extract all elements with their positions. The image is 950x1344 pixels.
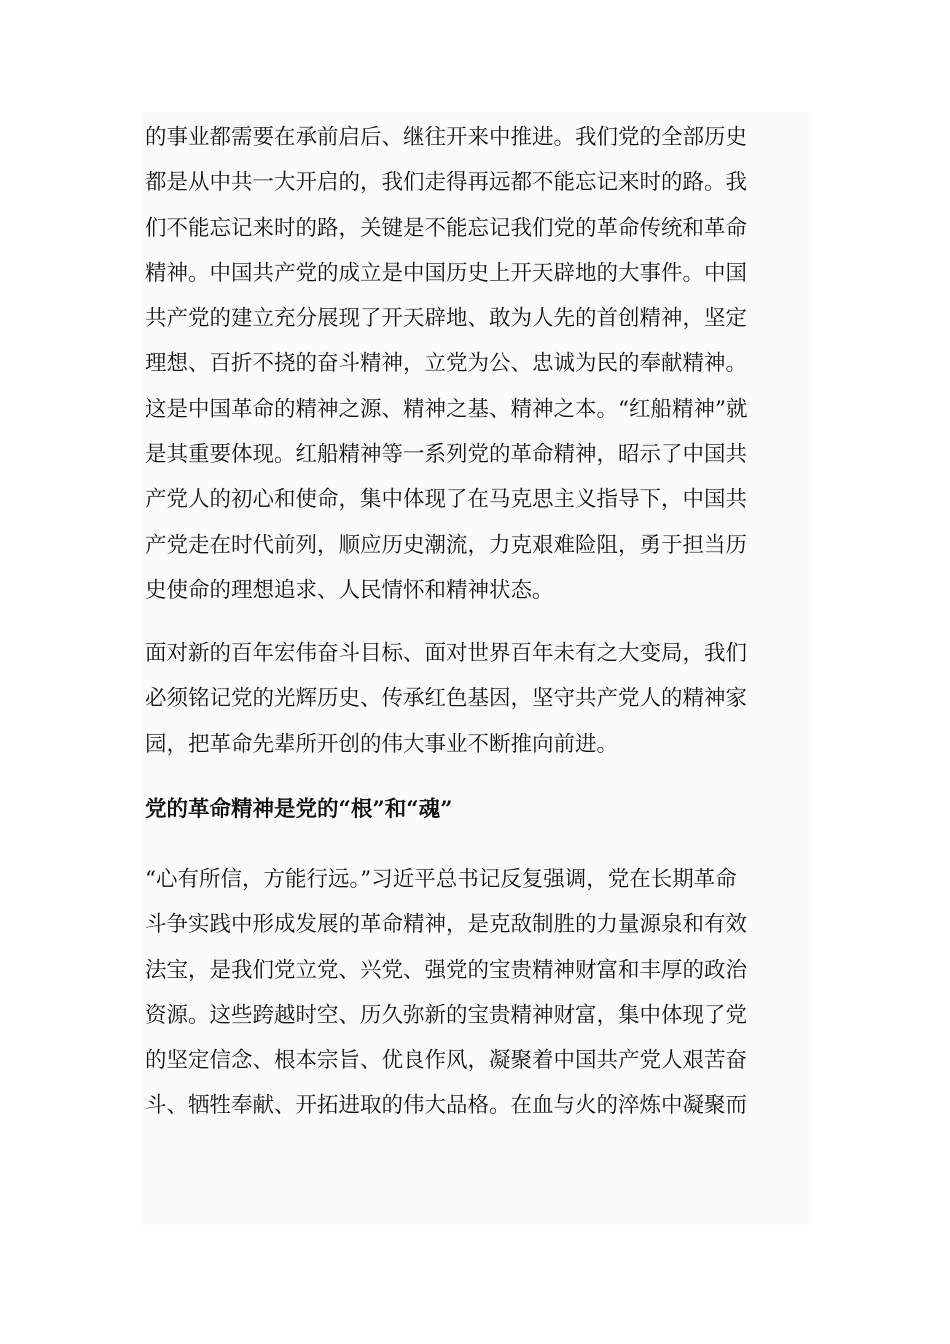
text-line: 精神。中国共产党的成立是中国历史上开天辟地的大事件。中国 bbox=[145, 260, 748, 286]
article-body bbox=[141, 112, 809, 1226]
text-line: 产党走在时代前列，顺应历史潮流，力克艰难险阻，勇于担当历 bbox=[145, 532, 748, 558]
text-line: 法宝，是我们党立党、兴党、强党的宝贵精神财富和丰厚的政治 bbox=[145, 957, 748, 983]
text-line: 共产党的建立充分展现了开天辟地、敢为人先的首创精神，坚定 bbox=[145, 306, 748, 332]
paragraph bbox=[145, 857, 747, 1129]
text-line: 的坚定信念、根本宗旨、优良作风，凝聚着中国共产党人艰苦奋 bbox=[145, 1048, 748, 1074]
text-line: 园，把革命先辈所开创的伟大事业不断推向前进。 bbox=[145, 731, 619, 757]
text-line: 斗争实践中形成发展的革命精神，是克敌制胜的力量源泉和有效 bbox=[145, 912, 748, 938]
text-line: 是其重要体现。红船精神等一系列党的革命精神，昭示了中国共 bbox=[145, 442, 748, 468]
text-line: 这是中国革命的精神之源、精神之基、精神之本。“红船精神”就 bbox=[145, 396, 748, 422]
text-line: 们不能忘记来时的路，关键是不能忘记我们党的革命传统和革命 bbox=[145, 215, 748, 241]
paragraph bbox=[145, 631, 747, 767]
text-line: 史使命的理想追求、人民情怀和精神状态。 bbox=[145, 577, 554, 603]
text-line: 必须铭记党的光辉历史、传承红色基因，坚守共产党人的精神家 bbox=[145, 686, 748, 712]
text-line: 都是从中共一大开启的，我们走得再远都不能忘记来时的路。我 bbox=[145, 170, 748, 196]
text-line: 理想、百折不挠的奋斗精神，立党为公、忠诚为民的奉献精神。 bbox=[145, 351, 748, 377]
paragraph bbox=[145, 115, 748, 613]
section-heading: 党的革命精神是党的“根”和“魂” bbox=[145, 797, 453, 822]
text-line: 的事业都需要在承前启后、继往开来中推进。我们党的全部历史 bbox=[145, 125, 748, 150]
text-line: “心有所信，方能行远。”习近平总书记反复强调，党在长期革命 bbox=[145, 867, 737, 892]
text-line: 产党人的初心和使命，集中体现了在马克思主义指导下，中国共 bbox=[145, 487, 748, 513]
text-line: 资源。这些跨越时空、历久弥新的宝贵精神财富，集中体现了党 bbox=[145, 1002, 748, 1028]
text-line: 斗、牺牲奉献、开拓进取的伟大品格。在血与火的淬炼中凝聚而 bbox=[145, 1093, 748, 1119]
text-line: 面对新的百年宏伟奋斗目标、面对世界百年未有之大变局，我们 bbox=[145, 641, 748, 666]
